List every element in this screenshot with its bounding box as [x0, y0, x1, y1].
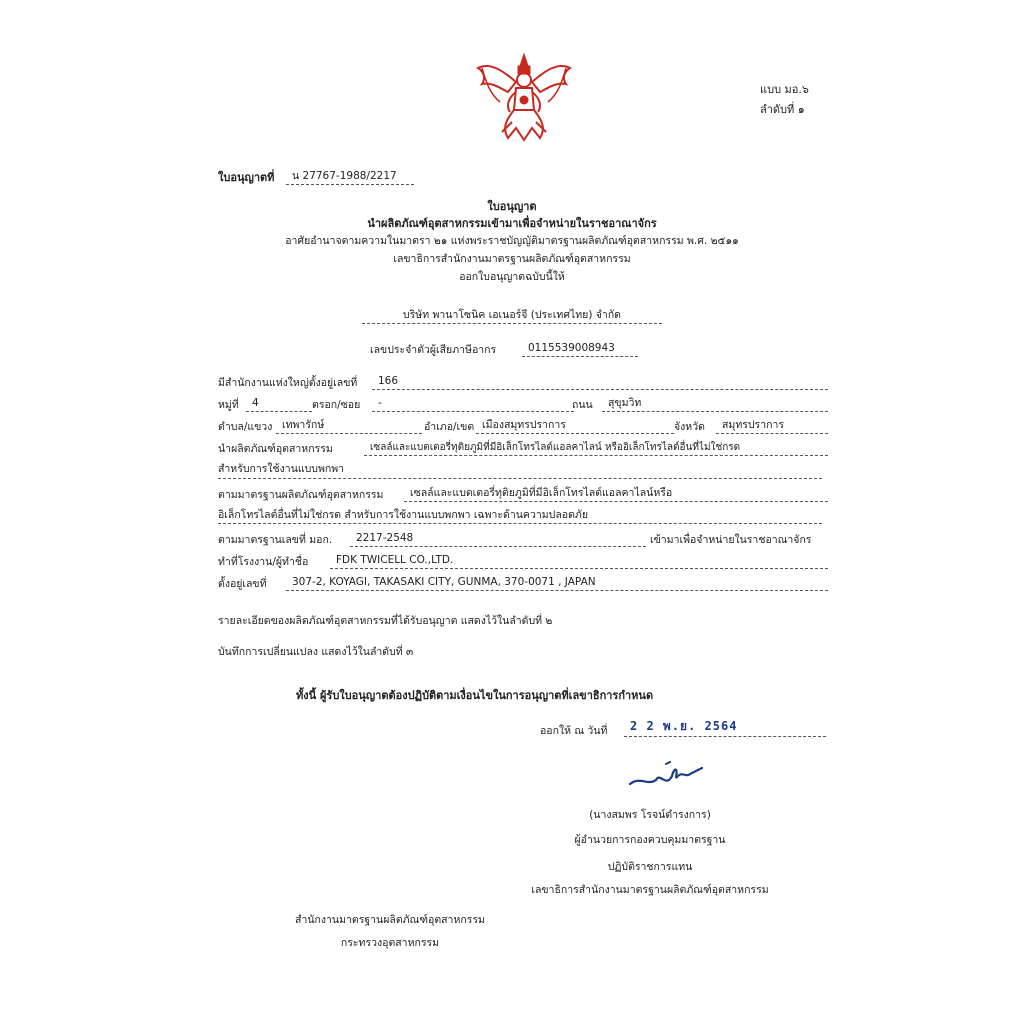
office-name: สำนักงานมาตรฐานผลิตภัณฑ์อุตสาหกรรม	[295, 914, 485, 926]
changes-note: บันทึกการเปลี่ยนแปลง แสดงไว้ในลำดับที่ ๓	[218, 646, 414, 658]
standard-label: ตามมาตรฐานผลิตภัณฑ์อุตสาหกรรม	[218, 489, 384, 501]
license-no-value: น 27767-1988/2217	[286, 170, 414, 185]
factory-value: FDK TWICELL CO.,LTD.	[330, 554, 828, 569]
soi-value: -	[372, 397, 574, 412]
standard-value-line1: เซลล์และแบตเตอรี่ทุติยภูมิที่มีอิเล็กโทรไลต์แอลคาไลน์หรือ	[404, 487, 828, 502]
factory-label: ทำที่โรงงาน/ผู้ทำชื่อ	[218, 556, 309, 568]
soi-label: ตรอก/ซอย	[312, 399, 361, 411]
document-subtitle: นำผลิตภัณฑ์อุตสาหกรรมเข้ามาเพื่อจำหน่ายในราชอาณาจักร	[367, 217, 657, 230]
authority-line: อาศัยอำนาจตามความในมาตรา ๒๑ แห่งพระราชบัญญัติมาตรฐานผลิตภัณฑ์อุตสาหกรรม พ.ศ. ๒๕๑๑	[285, 235, 739, 247]
signer-position: ผู้อำนวยการกองควบคุมมาตรฐาน	[574, 834, 726, 846]
standard-value-line2: อิเล็กโทรไลต์อื่นที่ไม่ใช่กรด สำหรับการใช้งานแบบพกพา เฉพาะด้านความปลอดภัย	[218, 509, 822, 524]
standard-no-label: ตามมาตรฐานเลขที่ มอก.	[218, 534, 333, 546]
amphoe-label: อำเภอ/เขต	[424, 421, 475, 433]
province-value: สมุทรปราการ	[716, 419, 828, 434]
amphoe-value: เมืองสมุทรปราการ	[476, 419, 674, 434]
company-name: บริษัท พานาโซนิค เอเนอร์จี (ประเทศไทย) จำกัด	[362, 309, 662, 324]
signature-icon	[626, 758, 706, 794]
tambon-value: เทพารักษ์	[276, 419, 422, 434]
tax-id-value: 0115539008943	[522, 342, 638, 357]
sequence-number: ลำดับที่ ๑	[760, 103, 805, 116]
tambon-label: ตำบล/แขวง	[218, 421, 273, 433]
standard-no-value: 2217-2548	[350, 532, 646, 547]
signer-name: (นางสมพร โรจน์ดำรงการ)	[589, 809, 711, 821]
issued-date: 2 2 พ.ย. 2564	[624, 720, 826, 737]
province-label: จังหวัด	[674, 421, 705, 433]
document-title: ใบอนุญาต	[487, 200, 537, 213]
ministry-name: กระทรวงอุตสาหกรรม	[340, 937, 440, 949]
import-suffix: เข้ามาเพื่อจำหน่ายในราชอาณาจักร	[650, 534, 812, 546]
issue-line: ออกใบอนุญาตฉบับนี้ให้	[459, 271, 565, 283]
hq-value: 166	[372, 375, 828, 390]
hq-label: มีสำนักงานแห่งใหญ่ตั้งอยู่เลขที่	[218, 377, 358, 389]
condition-statement: ทั้งนี้ ผู้รับใบอนุญาตต้องปฏิบัติตามเงื่อนไขในการอนุญาตที่เลขาธิการกำหนด	[296, 689, 654, 702]
issued-label: ออกให้ ณ วันที่	[540, 725, 608, 737]
factory-address-value: 307-2, KOYAGI, TAKASAKI CITY, GUNMA, 370-0071 , JAPAN	[286, 576, 828, 591]
tax-id-label: เลขประจำตัวผู้เสียภาษีอากร	[370, 344, 497, 356]
form-code: แบบ มอ.๖	[760, 83, 809, 96]
road-label: ถนน	[572, 399, 593, 411]
details-note: รายละเอียดของผลิตภัณฑ์อุตสาหกรรมที่ได้รับอนุญาต แสดงไว้ในลำดับที่ ๒	[218, 615, 553, 627]
acting-on-behalf: ปฏิบัติราชการแทน	[607, 861, 693, 873]
moo-value: 4	[246, 397, 312, 412]
garuda-emblem-icon	[472, 52, 576, 144]
product-value-line1: เซลล์และแบตเตอรี่ทุติยภูมิที่มีอิเล็กโทรไลต์แอลคาไลน์ หรืออิเล็กโทรไลต์อื่นที่ไม่ใช่กรด	[364, 441, 828, 456]
license-no-label: ใบอนุญาตที่	[218, 171, 275, 184]
secretary-line: เลขาธิการสำนักงานมาตรฐานผลิตภัณฑ์อุตสาหกรรม	[393, 253, 631, 265]
product-label: นำผลิตภัณฑ์อุตสาหกรรม	[218, 443, 333, 455]
road-value: สุขุมวิท	[602, 397, 828, 412]
moo-label: หมู่ที่	[218, 399, 239, 411]
product-value-line2: สำหรับการใช้งานแบบพกพา	[218, 463, 345, 475]
factory-address-label: ตั้งอยู่เลขที่	[218, 578, 267, 590]
product-divider	[218, 478, 822, 479]
secretary-title: เลขาธิการสำนักงานมาตรฐานผลิตภัณฑ์อุตสาหกรรม	[531, 884, 769, 896]
